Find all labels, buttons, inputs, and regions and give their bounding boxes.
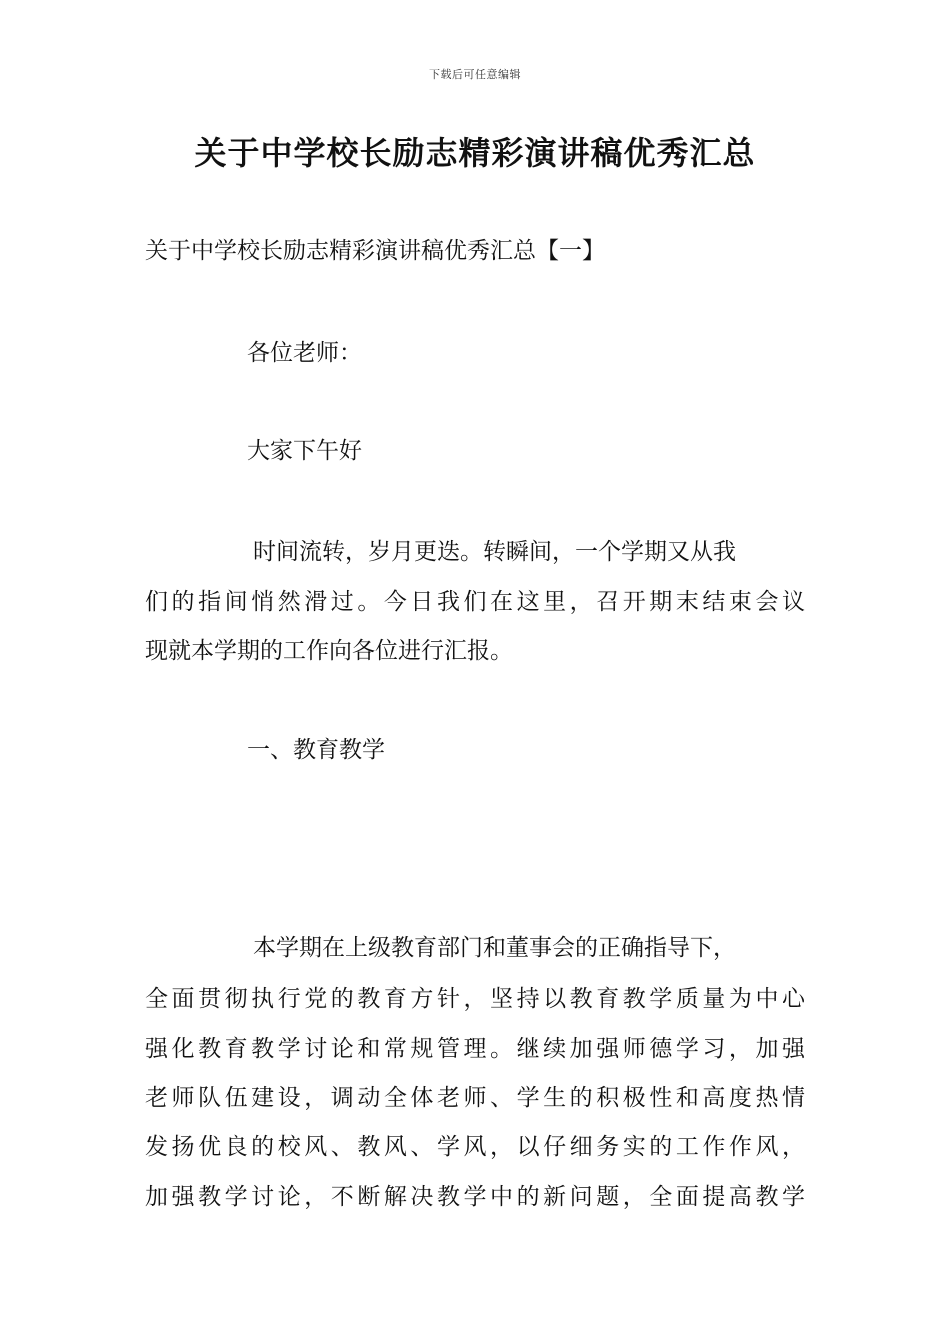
document-title: 关于中学校长励志精彩演讲稿优秀汇总 [194, 134, 756, 172]
paragraph-line: 全面贯彻执行党的教育方针，坚持以教育教学质量为中心 [145, 986, 805, 1012]
section-subheading: 关于中学校长励志精彩演讲稿优秀汇总【一】 [145, 238, 605, 264]
paragraph-line: 本学期在上级教育部门和董事会的正确指导下， [253, 935, 736, 961]
paragraph-line: 加强教学讨论，不断解决教学中的新问题，全面提高教学 [145, 1184, 805, 1210]
salutation: 大家下午好 [247, 438, 362, 464]
paragraph-line: 强化教育教学讨论和常规管理。继续加强师德学习，加强 [145, 1036, 805, 1062]
section-heading: 一、教育教学 [247, 737, 385, 763]
paragraph-line: 现就本学期的工作向各位进行汇报。 [145, 638, 513, 664]
paragraph-line: 时间流转，岁月更迭。转瞬间，一个学期又从我 [253, 539, 736, 565]
greeting: 各位老师： [247, 340, 362, 366]
paragraph-line: 发扬优良的校风、教风、学风，以仔细务实的工作作风， [145, 1134, 805, 1160]
header-note: 下载后可任意编辑 [429, 68, 521, 81]
paragraph-line: 老师队伍建设，调动全体老师、学生的积极性和高度热情 [145, 1085, 805, 1111]
paragraph-line: 们的指间悄然滑过。今日我们在这里，召开期末结束会议 [145, 589, 805, 615]
